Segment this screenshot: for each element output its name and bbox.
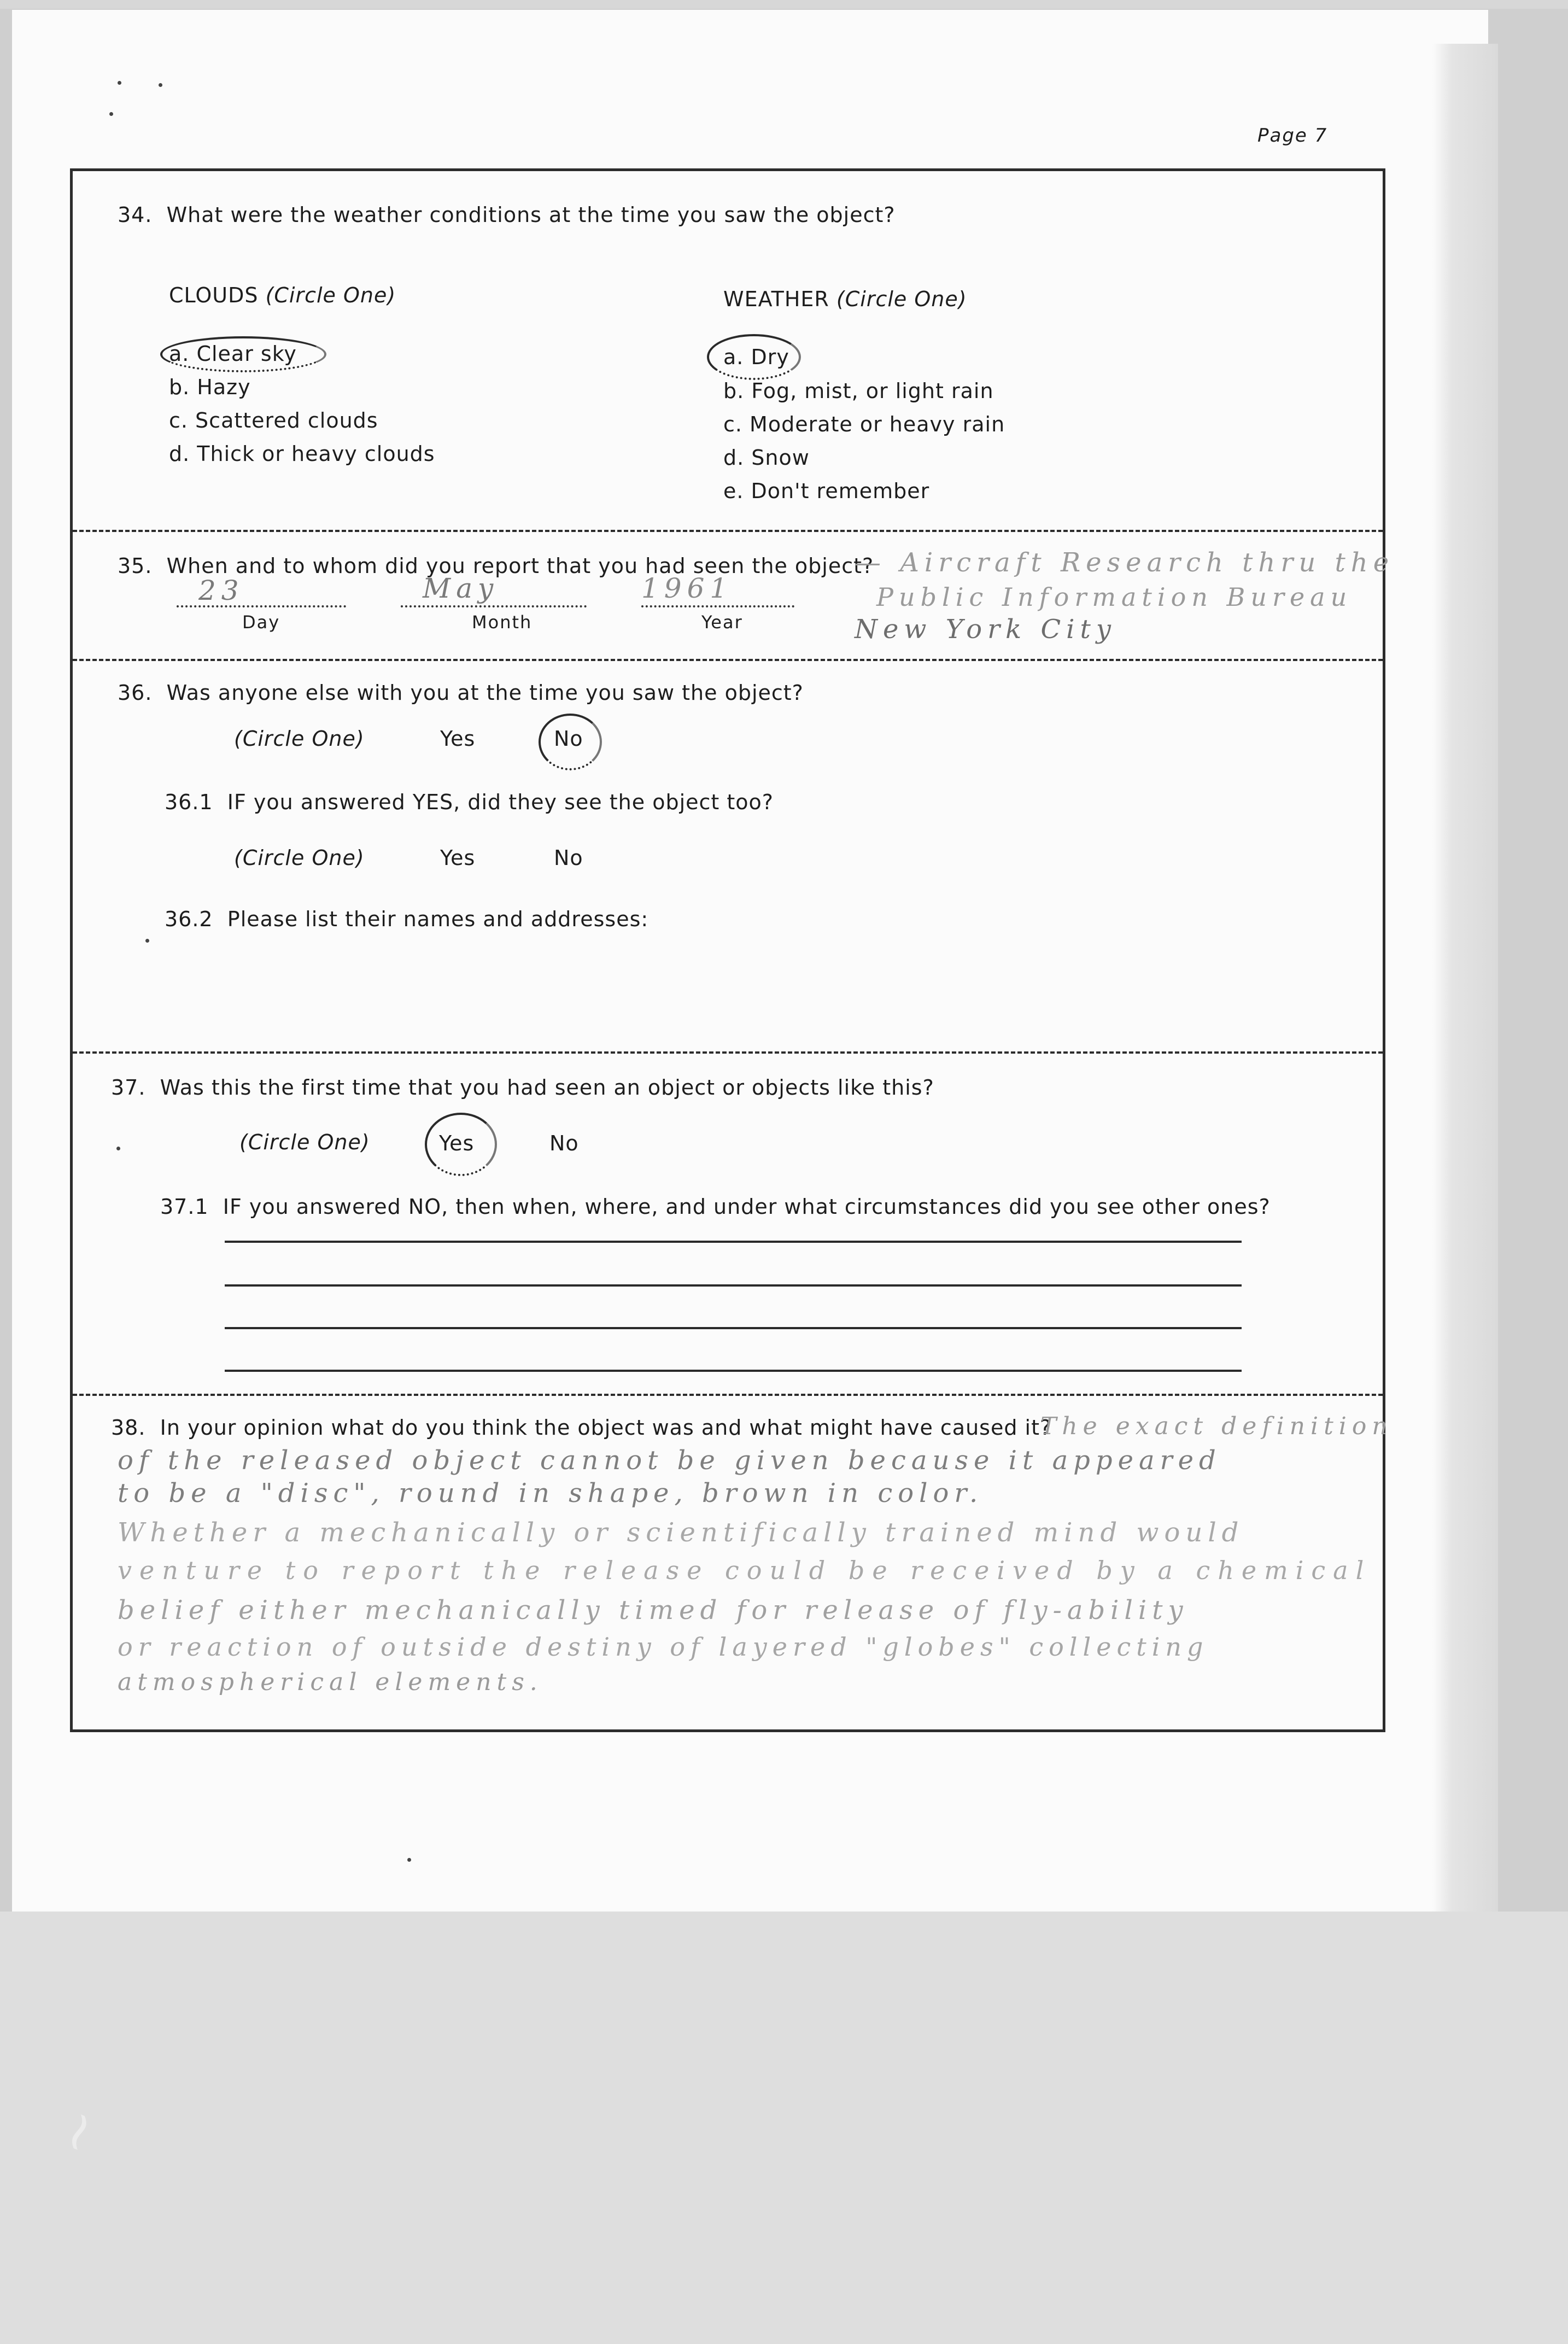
clouds-heading: CLOUDS (Circle One) bbox=[169, 283, 396, 307]
scan-edge bbox=[0, 0, 1568, 9]
answer-line[interactable] bbox=[225, 1241, 1242, 1243]
question-38: 38. In your opinion what do you think the object was and what might have caused it? bbox=[111, 1416, 1052, 1440]
handwritten-answer: atmospherical elements. bbox=[118, 1668, 543, 1696]
day-label: Day bbox=[242, 612, 280, 633]
handwritten-answer: to be a "disc", round in shape, brown in color. bbox=[118, 1478, 984, 1509]
faint-mark: ~ bbox=[39, 2099, 116, 2164]
clouds-option[interactable]: c. Scattered clouds bbox=[169, 408, 378, 432]
speck bbox=[407, 1858, 411, 1862]
handwritten-answer: The exact definition bbox=[1040, 1412, 1393, 1440]
section-37 bbox=[73, 1054, 1383, 1396]
handwritten-answer: of the released object cannot be given because it appeared bbox=[118, 1445, 1221, 1476]
handwritten-month: May bbox=[423, 572, 499, 604]
handwritten-year: 1961 bbox=[641, 572, 733, 604]
weather-option[interactable]: d. Snow bbox=[723, 446, 810, 470]
handwritten-recipient: — Aircraft Research thru the bbox=[855, 547, 1395, 578]
question-37: 37. Was this the first time that you had seen an object or objects like this? bbox=[111, 1075, 934, 1100]
month-line bbox=[401, 605, 587, 607]
option-no[interactable]: No bbox=[554, 727, 583, 751]
circle-one-note: (Circle One) bbox=[234, 727, 365, 751]
margin-mark bbox=[145, 939, 149, 943]
margin-mark bbox=[116, 1147, 120, 1150]
question-37-1: 37.1 IF you answered NO, then when, where, and under what circumstances did you see other ones? bbox=[160, 1195, 1271, 1219]
clouds-option[interactable]: a. Clear sky bbox=[169, 342, 297, 366]
option-yes[interactable]: Yes bbox=[439, 1131, 475, 1155]
weather-heading: WEATHER (Circle One) bbox=[723, 287, 967, 311]
paper-shadow bbox=[1432, 44, 1498, 1914]
circle-one-note: (Circle One) bbox=[234, 846, 365, 870]
answer-line[interactable] bbox=[225, 1370, 1242, 1372]
clouds-option[interactable]: b. Hazy bbox=[169, 375, 251, 399]
question-36-2: 36.2 Please list their names and addresses: bbox=[165, 907, 649, 931]
section-34 bbox=[73, 171, 1383, 532]
handwritten-recipient: New York City bbox=[855, 614, 1116, 645]
handwritten-answer: Whether a mechanically or scientifically trained mind would bbox=[118, 1517, 1244, 1548]
answer-line[interactable] bbox=[225, 1284, 1242, 1287]
clouds-option[interactable]: d. Thick or heavy clouds bbox=[169, 442, 435, 466]
section-35 bbox=[73, 532, 1395, 661]
question-36-1: 36.1 IF you answered YES, did they see the object too? bbox=[165, 790, 774, 814]
handwritten-answer: belief either mechanically timed for release of fly-ability bbox=[118, 1595, 1189, 1626]
selection-circle bbox=[539, 714, 602, 770]
speck bbox=[118, 81, 121, 85]
circle-one-note: (Circle One) bbox=[239, 1130, 370, 1154]
questionnaire-form bbox=[70, 168, 1395, 1732]
option-no[interactable]: No bbox=[549, 1131, 579, 1155]
question-35: 35. When and to whom did you report that you had seen the object? bbox=[118, 554, 874, 578]
question-34: 34. What were the weather conditions at the time you saw the object? bbox=[118, 203, 896, 227]
year-line bbox=[641, 605, 794, 607]
section-38 bbox=[73, 1396, 1393, 1735]
selection-circle bbox=[160, 336, 326, 372]
weather-option[interactable]: b. Fog, mist, or light rain bbox=[723, 379, 994, 403]
weather-option[interactable]: c. Moderate or heavy rain bbox=[723, 412, 1005, 436]
option-no[interactable]: No bbox=[554, 846, 583, 870]
page-number: Page 7 bbox=[1257, 125, 1328, 147]
option-yes[interactable]: Yes bbox=[440, 846, 476, 870]
selection-circle bbox=[425, 1113, 497, 1176]
weather-option[interactable]: a. Dry bbox=[723, 345, 789, 369]
speck bbox=[109, 112, 113, 116]
day-line bbox=[177, 605, 346, 607]
scan-background bbox=[0, 1912, 1568, 2344]
speck bbox=[159, 83, 162, 87]
weather-option[interactable]: e. Don't remember bbox=[723, 479, 930, 503]
handwritten-day: 23 bbox=[198, 575, 244, 606]
selection-circle bbox=[707, 334, 801, 380]
month-label: Month bbox=[472, 612, 533, 633]
section-36 bbox=[73, 661, 1383, 1054]
handwritten-answer: or reaction of outside destiny of layered "globes" collecting bbox=[118, 1632, 1209, 1662]
option-yes[interactable]: Yes bbox=[440, 727, 476, 751]
handwritten-recipient: Public Information Bureau bbox=[876, 582, 1353, 612]
handwritten-answer: venture to report the release could be received by a chemical bbox=[118, 1556, 1372, 1585]
answer-line[interactable] bbox=[225, 1327, 1242, 1329]
question-36: 36. Was anyone else with you at the time you saw the object? bbox=[118, 681, 804, 705]
year-label: Year bbox=[701, 612, 743, 633]
